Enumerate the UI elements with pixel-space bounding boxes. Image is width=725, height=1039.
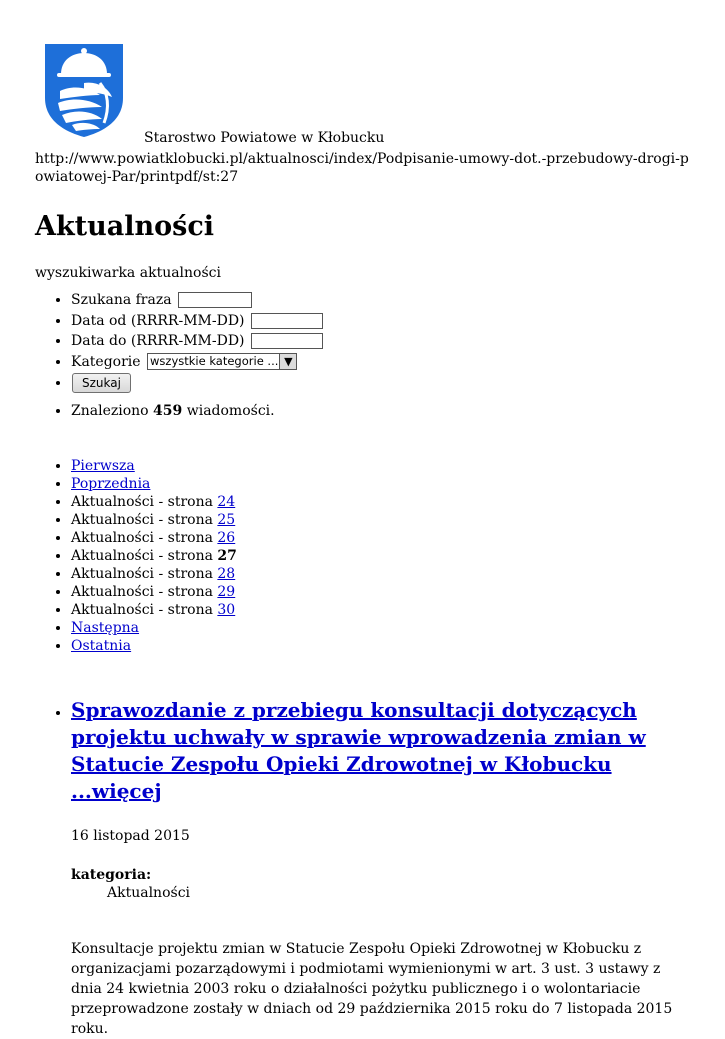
submit-row xyxy=(71,372,705,395)
pagination-page-link[interactable]: 24 xyxy=(217,494,236,510)
pagination-page-prefix: Aktualności - strona xyxy=(71,602,213,618)
pagination-page-link[interactable]: 28 xyxy=(217,566,236,582)
page-header xyxy=(35,0,705,150)
pagination-current-item xyxy=(71,547,705,565)
category-select[interactable] xyxy=(147,353,297,370)
pagination-first-item xyxy=(71,457,705,475)
category-row xyxy=(71,352,705,373)
pagination-next-link[interactable]: Następna xyxy=(71,620,140,636)
pagination-page-item xyxy=(71,583,705,601)
news-item xyxy=(71,697,705,1039)
pagination-page-prefix: Aktualności - strona xyxy=(71,494,213,510)
search-phrase-input[interactable] xyxy=(178,292,252,308)
news-date: 16 listopad 2015 xyxy=(71,828,190,844)
coat-of-arms-icon xyxy=(44,43,124,138)
date-to-row xyxy=(71,331,705,352)
pagination-page-link[interactable]: 29 xyxy=(217,584,236,600)
pagination-page-link[interactable]: 26 xyxy=(217,530,236,546)
pagination-last-item xyxy=(71,637,705,655)
pagination-page-item xyxy=(71,529,705,547)
search-phrase-label: Szukana fraza xyxy=(71,292,172,308)
pagination-page-item xyxy=(71,601,705,619)
date-from-input[interactable] xyxy=(251,313,323,329)
date-from-row xyxy=(71,311,705,332)
news-title-link[interactable]: Sprawozdanie z przebiegu konsultacji dotyczących projektu uchwały w sprawie wprowadzenia zmian w Statucie Zespołu Opieki Zdrowotnej w Kłobucku ...więcej xyxy=(71,698,646,803)
pagination-page-prefix: Aktualności - strona xyxy=(71,584,213,600)
results-suffix: wiadomości. xyxy=(186,403,275,419)
date-to-input[interactable] xyxy=(251,333,323,349)
search-phrase-row xyxy=(71,290,705,311)
search-title: wyszukiwarka aktualności xyxy=(35,265,221,281)
pagination-first-link[interactable]: Pierwsza xyxy=(71,458,135,474)
pagination-page-prefix: Aktualności - strona xyxy=(71,530,213,546)
pagination-current-page: 27 xyxy=(217,548,237,564)
news-body: Konsultacje projektu zmian w Statucie Zespołu Opieki Zdrowotnej w Kłobucku z organizacjami pozarządowymi i podmiotami wymienionymi w art. 3 ust. 3 ustawy z dnia 24 kwietnia 2003 roku o działalności pożytku publicznego i o wolontariacie przeprowadzone zostały w dniach od 29 października 2015 roku do 7 listopada 2015 roku. xyxy=(71,941,673,1037)
site-name: Starostwo Powiatowe w Kłobucku xyxy=(144,130,385,146)
pagination xyxy=(35,457,705,655)
news-list xyxy=(35,697,705,1039)
page-title: Aktualności xyxy=(35,211,215,242)
print-page xyxy=(35,0,705,1039)
category-label: Kategorie xyxy=(71,353,141,370)
category-selected-value: wszystkie kategorie ... xyxy=(150,354,279,368)
dropdown-arrow-icon[interactable]: ▼ xyxy=(279,354,296,369)
results-count xyxy=(71,402,705,420)
news-category-label: kategoria: xyxy=(71,867,152,883)
pagination-page-link[interactable]: 30 xyxy=(217,602,236,618)
pagination-previous-link[interactable]: Poprzednia xyxy=(71,476,151,492)
search-form xyxy=(35,290,705,395)
print-url: http://www.powiatklobucki.pl/aktualnosci/index/Podpisanie-umowy-dot.-przebudowy-drogi-powiatowej-Par/printpdf/st:27 xyxy=(35,151,689,185)
results-count-value: 459 xyxy=(153,403,183,419)
pagination-next-item xyxy=(71,619,705,637)
results-summary xyxy=(35,402,705,420)
pagination-page-item xyxy=(71,565,705,583)
pagination-previous-item xyxy=(71,475,705,493)
pagination-page-prefix: Aktualności - strona xyxy=(71,548,213,564)
date-from-label: Data od (RRRR-MM-DD) xyxy=(71,312,245,329)
news-title xyxy=(71,698,646,803)
news-category-value: Aktualności xyxy=(107,885,191,901)
search-button[interactable]: Szukaj xyxy=(72,373,131,393)
pagination-last-link[interactable]: Ostatnia xyxy=(71,638,132,654)
pagination-page-item xyxy=(71,493,705,511)
pagination-page-link[interactable]: 25 xyxy=(217,512,236,528)
results-prefix: Znaleziono xyxy=(71,403,149,419)
pagination-page-prefix: Aktualności - strona xyxy=(71,512,213,528)
pagination-page-prefix: Aktualności - strona xyxy=(71,566,213,582)
date-to-label: Data do (RRRR-MM-DD) xyxy=(71,333,245,349)
pagination-page-item xyxy=(71,511,705,529)
